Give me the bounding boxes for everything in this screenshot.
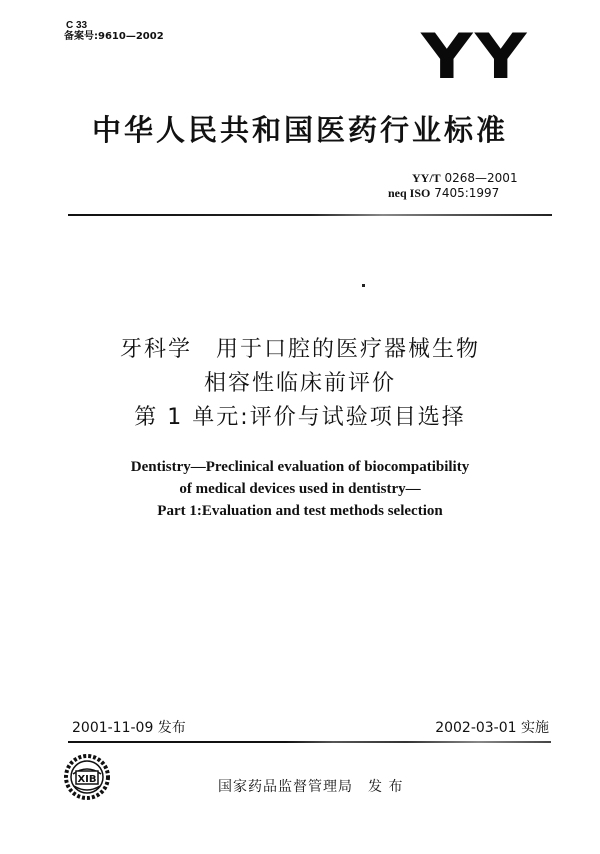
classification-code: C 33 (66, 20, 88, 31)
filing-number: 备案号:9610—2002 (64, 31, 164, 42)
equivalence-number: 7405:1997 (434, 186, 500, 200)
issue-date: 2001-11-09 发布 (72, 720, 186, 736)
title-cn-line2: 相容性临床前评价 (203, 371, 396, 396)
standard-number (412, 171, 518, 185)
yy-logo: YY (421, 20, 529, 93)
issuer: 国家药品监督管理局 发 布 (218, 779, 404, 795)
equivalence-prefix: neq ISO (388, 186, 431, 200)
title-cn-line3: 第 1 单元:评价与试验项目选择 (134, 405, 466, 430)
seal-text: XIB (77, 774, 97, 785)
seal-icon (64, 754, 110, 800)
footer-divider (68, 741, 551, 743)
title-cn-line1: 牙科学 用于口腔的医疗器械生物 (119, 337, 480, 362)
standard-number-value: 0268—2001 (444, 171, 518, 185)
standard-number-prefix: YY/T (412, 171, 441, 185)
equivalence-reference (388, 186, 499, 200)
title-en-line2: of medical devices used in dentistry— (179, 481, 421, 497)
header-divider (68, 214, 552, 216)
scan-speck (362, 284, 365, 287)
effective-date: 2002-03-01 实施 (435, 720, 549, 736)
org-title: 中华人民共和国医药行业标准 (91, 113, 508, 147)
title-en-line3: Part 1:Evaluation and test methods selection (157, 503, 443, 519)
title-en-line1: Dentistry—Preclinical evaluation of biocompatibility (130, 459, 470, 475)
